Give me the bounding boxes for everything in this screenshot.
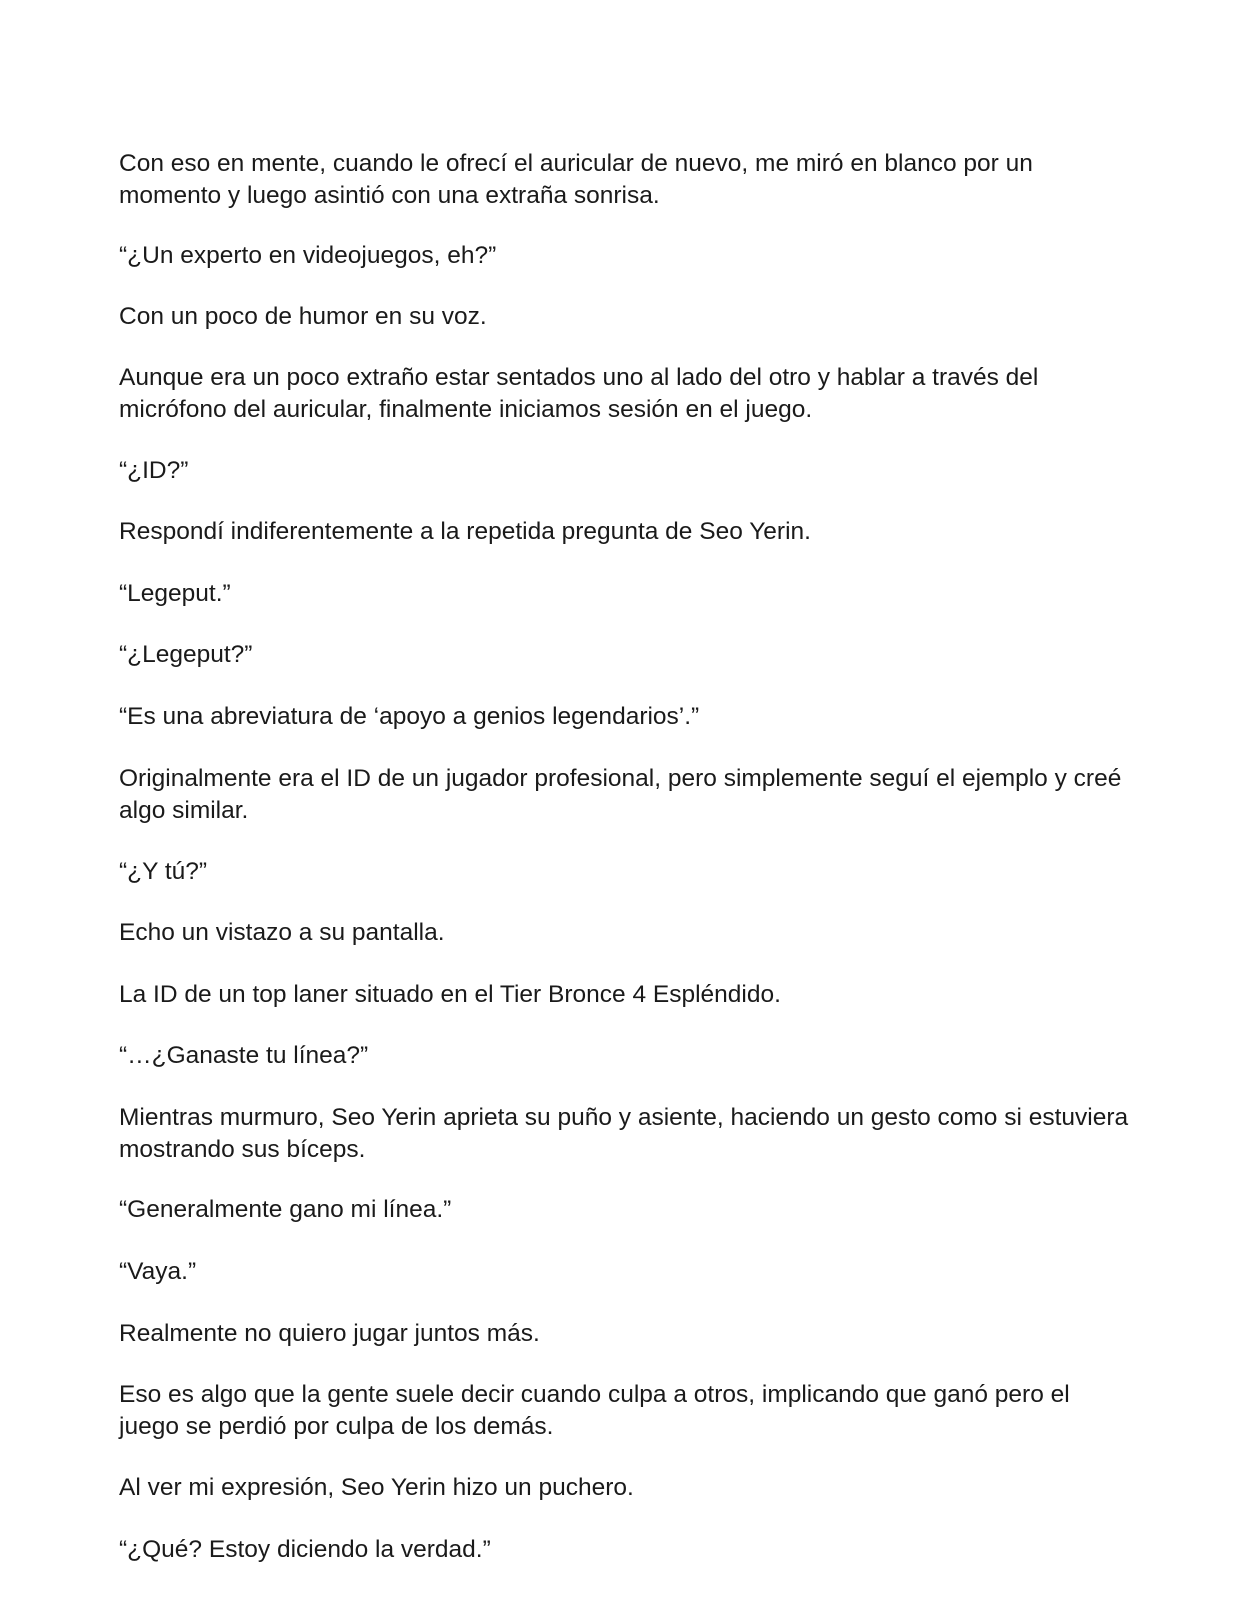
paragraph: Con eso en mente, cuando le ofrecí el auricular de nuevo, me miró en blanco por un momento y luego asintió con una extraña sonrisa. (119, 150, 1033, 209)
dialogue-line: “¿Legeput?” (119, 641, 253, 668)
paragraph: Mientras murmuro, Seo Yerin aprieta su puño y asiente, haciendo un gesto como si estuviera mostrando sus bíceps. (119, 1104, 1129, 1163)
paragraph: Aunque era un poco extraño estar sentados uno al lado del otro y hablar a través del micrófono del auricular, finalmente iniciamos sesión en el juego. (119, 364, 1039, 423)
dialogue-line: “Legeput.” (119, 580, 231, 607)
dialogue-line: “¿Y tú?” (119, 858, 208, 885)
paragraph: Respondí indiferentemente a la repetida pregunta de Seo Yerin. (119, 518, 811, 545)
paragraph: Echo un vistazo a su pantalla. (119, 919, 445, 946)
paragraph: Al ver mi expresión, Seo Yerin hizo un puchero. (119, 1474, 634, 1501)
dialogue-line: “Es una abreviatura de ‘apoyo a genios legendarios’.” (119, 703, 700, 730)
paragraph: Eso es algo que la gente suele decir cuando culpa a otros, implicando que ganó pero el juego se perdió por culpa de los demás. (119, 1381, 1070, 1440)
dialogue-line: “…¿Ganaste tu línea?” (119, 1042, 369, 1069)
dialogue-line: “Generalmente gano mi línea.” (119, 1196, 452, 1223)
paragraph: Realmente no quiero jugar juntos más. (119, 1320, 540, 1347)
paragraph: Originalmente era el ID de un jugador profesional, pero simplemente seguí el ejemplo y creé algo similar. (119, 765, 1122, 824)
paragraph: Con un poco de humor en su voz. (119, 303, 487, 330)
dialogue-line: “¿Un experto en videojuegos, eh?” (119, 242, 497, 269)
dialogue-line: “¿ID?” (119, 457, 189, 484)
dialogue-line: “Vaya.” (119, 1258, 197, 1285)
paragraph: La ID de un top laner situado en el Tier Bronce 4 Espléndido. (119, 981, 781, 1008)
dialogue-line: “¿Qué? Estoy diciendo la verdad.” (119, 1536, 491, 1563)
